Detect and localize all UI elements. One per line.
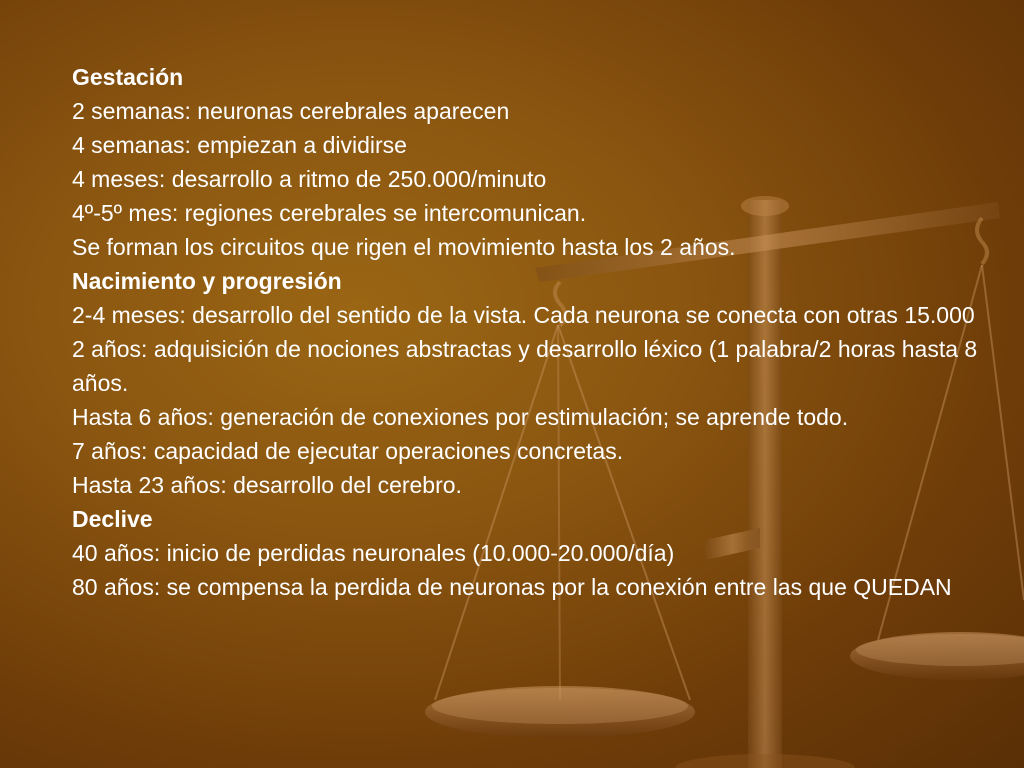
text-line: 4 meses: desarrollo a ritmo de 250.000/minuto: [72, 166, 547, 192]
text-line: 80 años: se compensa la perdida de neuronas por la conexión entre las que QUEDAN: [72, 574, 952, 600]
heading-nacimiento-progresion: Nacimiento y progresión: [72, 268, 342, 294]
text-line: 2 años: adquisición de nociones abstractas y desarrollo léxico (1 palabra/2 horas hasta 8 años.: [72, 336, 978, 396]
text-line: 2-4 meses: desarrollo del sentido de la vista. Cada neurona se conecta con otras 15.000: [72, 302, 975, 328]
text-line: 4º-5º mes: regiones cerebrales se intercomunican.: [72, 200, 587, 226]
text-line: 7 años: capacidad de ejecutar operaciones concretas.: [72, 438, 624, 464]
slide-body: [72, 60, 1017, 604]
heading-gestacion: Gestación: [72, 64, 184, 90]
heading-declive: Declive: [72, 506, 153, 532]
text-line: Hasta 6 años: generación de conexiones por estimulación; se aprende todo.: [72, 404, 849, 430]
text-line: Hasta 23 años: desarrollo del cerebro.: [72, 472, 462, 498]
text-line: Se forman los circuitos que rigen el movimiento hasta los 2 años.: [72, 234, 736, 260]
text-line: 2 semanas: neuronas cerebrales aparecen: [72, 98, 510, 124]
text-line: 4 semanas: empiezan a dividirse: [72, 132, 407, 158]
text-line: 40 años: inicio de perdidas neuronales (10.000-20.000/día): [72, 540, 675, 566]
